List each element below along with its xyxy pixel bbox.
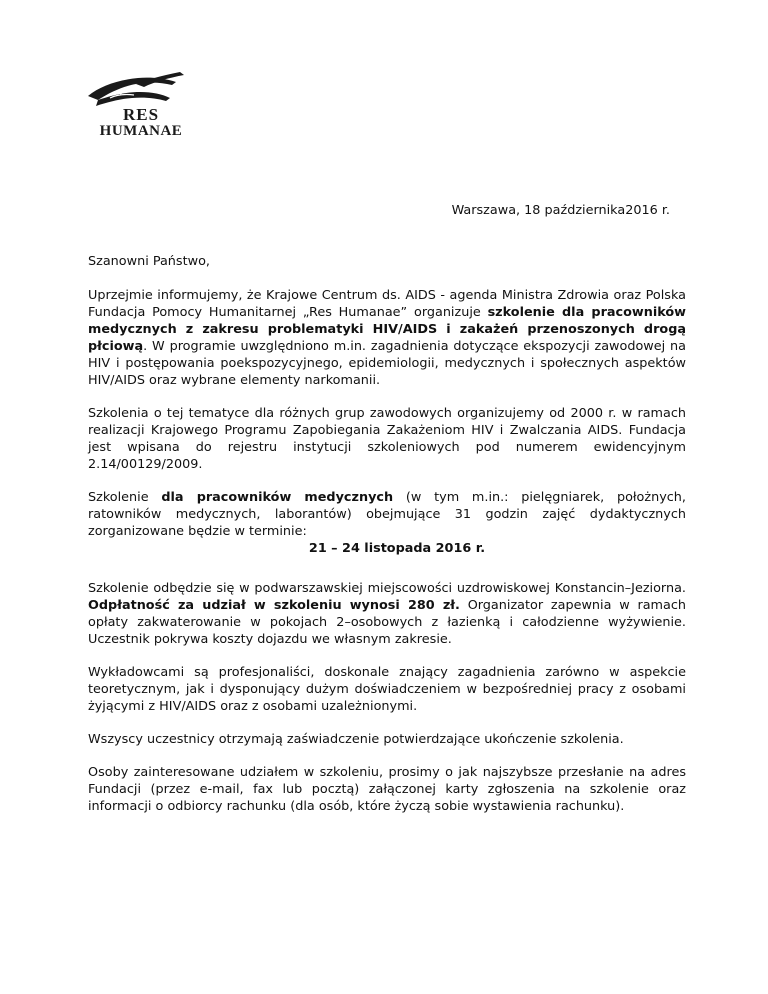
paragraph-location — [88, 580, 686, 648]
paragraph-location-text-2: Organizator zapewnia w ramach opłaty zakwaterowanie w pokojach 2–osobowych z łazienką i całodzienne wyżywienie. Uczestnik pokrywa koszty dojazdu we własnym zakresie. — [88, 598, 687, 647]
res-humanae-logo — [80, 68, 195, 158]
letter-date: Warszawa, 18 października2016 r. — [451, 203, 670, 218]
letter-body — [88, 253, 686, 831]
paragraph-certificate: Wszyscy uczestnicy otrzymają zaświadczenie potwierdzające ukończenie szkolenia. — [88, 732, 624, 747]
training-dates: 21 – 24 listopada 2016 r. — [308, 541, 486, 556]
logo-wordmark — [96, 106, 186, 139]
paragraph-lecturers: Wykładowcami są profesjonaliści, doskonale znający zagadnienia zarówno w aspekcie teoretycznym, jak i dysponujący dużym doświadczeniem w bezpośredniej pracy z osobami żyjącymi z HIV/AIDS oraz z osobami uzależnionymi. — [88, 665, 686, 714]
paragraph-intro — [88, 287, 686, 389]
paragraph-registration: Osoby zainteresowane udziałem w szkoleniu, prosimy o jak najszybsze przesłanie na adres Fundacji (przez e-mail, fax lub pocztą) załączonej karty zgłoszenia na szkolenie oraz informacji o odbiorcy rachunku (dla osób, które życzą sobie wystawienia rachunku). — [88, 765, 686, 814]
paragraph-location-bold: Odpłatność za udział w szkoleniu wynosi 280 zł. — [88, 598, 460, 613]
paragraph-intro-text-2: . W programie uwzględniono m.in. zagadnienia dotyczące ekspozycji zawodowej na HIV i postępowania poekspozycyjnego, epidemiologii, medycznych i społecznych aspektów HIV/AIDS oraz wybrane elementy narkomanii. — [88, 339, 686, 388]
paragraph-history: Szkolenia o tej tematyce dla różnych grup zawodowych organizujemy od 2000 r. w ramach realizacji Krajowego Programu Zapobiegania Zakażeniom HIV i Zwalczania AIDS. Fundacja jest wpisana do rejestru instytucji szkoleniowych pod numerem ewidencyjnym 2.14/00129/2009. — [88, 406, 686, 472]
paragraph-training-text-1: Szkolenie — [88, 490, 162, 505]
salutation: Szanowni Państwo, — [88, 254, 210, 269]
paragraph-intro-bold: szkolenie dla pracowników medycznych z zakresu problematyki HIV/AIDS i zakażeń przenoszonych drogą płciową — [88, 305, 686, 354]
paragraph-location-text-1: Szkolenie odbędzie się w podwarszawskiej miejscowości uzdrowiskowej Konstancin–Jeziorna. — [88, 581, 686, 596]
paragraph-training — [88, 489, 686, 557]
paragraph-training-text-2: (w tym m.in.: pielęgniarek, położnych, ratowników medycznych, laborantów) obejmujące 31 godzin zajęć dydaktycznych zorganizowane będzie w terminie: — [88, 490, 686, 539]
logo-line-2: HUMANAE — [99, 123, 183, 139]
hands-logo-icon — [80, 68, 195, 108]
paragraph-intro-text-1: Uprzejmie informujemy, że Krajowe Centrum ds. AIDS - agenda Ministra Zdrowia oraz Polska Fundacja Pomocy Humanitarnej „Res Humanae” organizuje — [88, 288, 686, 320]
paragraph-training-bold: dla pracowników medycznych — [161, 490, 394, 505]
logo-line-1: RES — [122, 105, 160, 124]
